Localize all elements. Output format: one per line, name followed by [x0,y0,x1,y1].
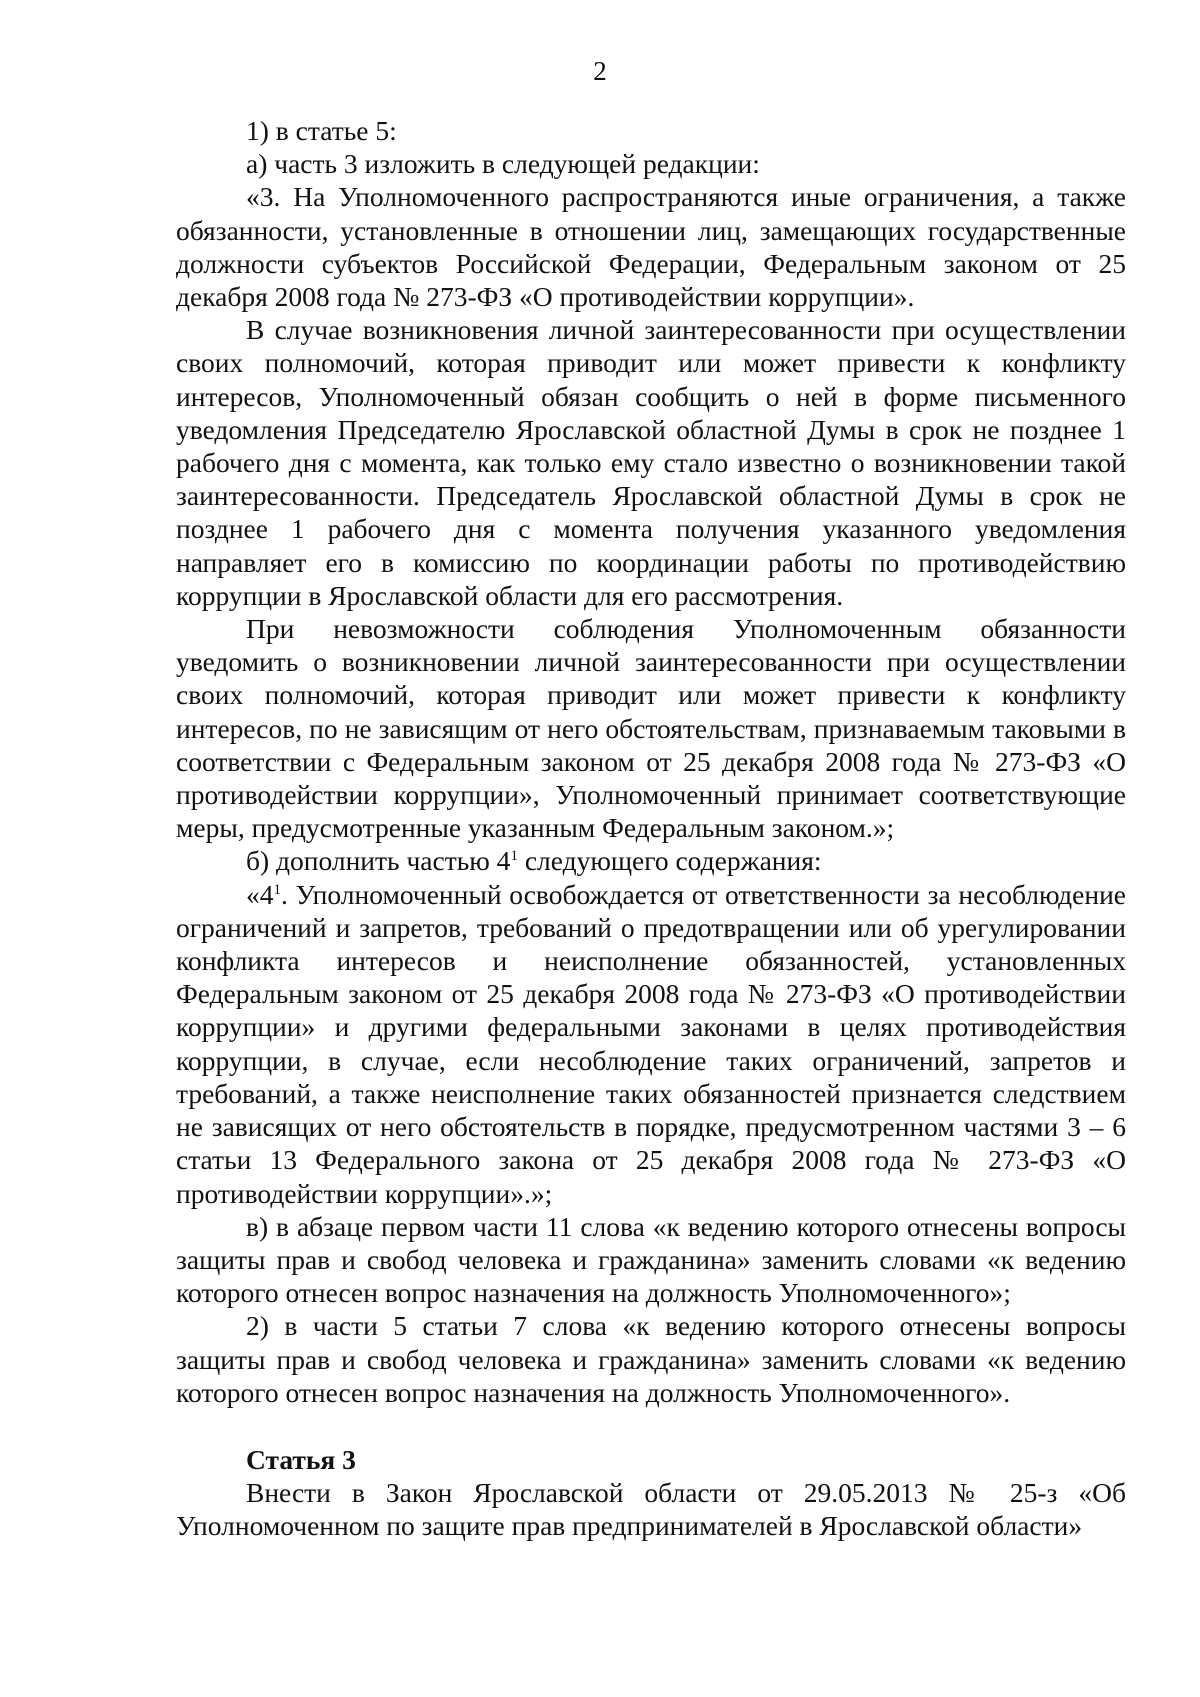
paragraph-part-4-1-number: «4 [246,878,274,910]
paragraph-part-3-intro: а) часть 3 изложить в следующей редакции: [246,148,760,180]
article-heading: Статья 3 [246,1443,356,1475]
paragraph-impossibility: При невозможности соблюдения Уполномоченным обязанности уведомить о возникновении личной заинтересованности при осуществлении своих полномочий, которая приводит или может привести к конфликту интересов, по не зависящим от него обстоятельствам, признаваемым таковыми в соответствии с Федеральным законом от 25 декабря 2008 года № 273-ФЗ «О противодействии коррупции», Уполномоченный принимает соответствующие меры, предусмотренные указанным Федеральным законом.»; [176,613,1126,844]
paragraph-article-3-text: Внести в Закон Ярославской области от 29.05.2013 № 25-з «Об Уполномоченном по защите прав предпринимателей в Ярославской области» [176,1477,1126,1542]
page-number: 2 [593,56,607,86]
paragraph-part-4-1-text [176,878,1126,1210]
superscript: 1 [510,848,518,865]
paragraph-part-4-1-body: . Уполномоченный освобождается от ответственности за несоблюдение ограничений и запретов, требований о предотвращении или об урегулировании конфликта интересов и неисполнение обязанностей, установленных Федеральным законом от 25 декабря 2008 года № 273-ФЗ «О противодействии коррупции» и другими федеральными законами в целях противодействия коррупции, в случае, если несоблюдение таких ограничений, запретов и требований, а также неисполнение таких обязанностей признается следствием не зависящих от него обстоятельств в порядке, предусмотренном частями 3 – 6 статьи 13 Федерального закона от 25 декабря 2008 года № 273-ФЗ «О противодействии коррупции».»; [176,878,1126,1209]
paragraph-add-part-4-1-text-end: следующего содержания: [517,845,822,877]
paragraph-personal-interest: В случае возникновения личной заинтересованности при осуществлении своих полномочий, которая приводит или может привести к конфликту интересов, Уполномоченный обязан сообщить о ней в форме письменного уведомления Председателю Ярославской областной Думы в срок не позднее 1 рабочего дня с момента, как только ему стало известно о возникновении такой заинтересованности. Председатель Ярославской областной Думы в срок не позднее 1 рабочего дня с момента получения указанного уведомления направляет его в комиссию по координации работы по противодействию коррупции в Ярославской области для его рассмотрения. [176,314,1126,611]
paragraph-article-5: 1) в статье 5: [246,115,397,146]
paragraph-add-part-4-1-text: б) дополнить частью 4 [246,845,511,877]
paragraph-part-11: в) в абзаце первом части 11 слова «к ведению которого отнесены вопросы защиты прав и свобод человека и гражданина» заменить словами «к ведению которого отнесен вопрос назначения на должность Уполномоченного»; [176,1210,1126,1309]
superscript: 1 [273,881,281,898]
paragraph-part-3-text: «3. На Уполномоченного распространяются иные ограничения, а также обязанности, установленные в отношении лиц, замещающих государственные должности субъектов Российской Федерации, Федеральным законом от 25 декабря 2008 года № 273-ФЗ «О противодействии коррупции». [176,181,1126,313]
paragraph-add-part-4-1 [176,844,1126,877]
document-body [176,114,1126,1543]
paragraph-article-7: 2) в части 5 статьи 7 слова «к ведению которого отнесены вопросы защиты прав и свобод человека и гражданина» заменить словами «к ведению которого отнесен вопрос назначения на должность Уполномоченного». [176,1310,1126,1408]
